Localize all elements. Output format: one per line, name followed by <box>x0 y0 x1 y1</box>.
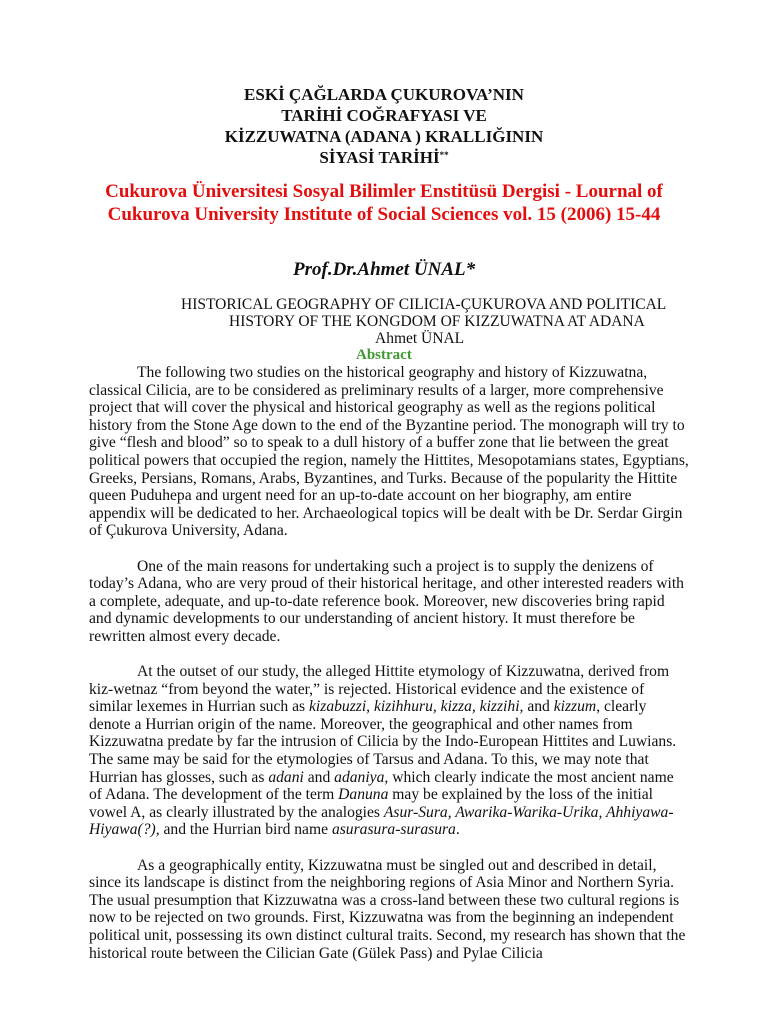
journal-citation-line-2: Cukurova University Institute of Social Sciences vol. 15 (2006) 15-44 <box>107 204 661 225</box>
turkish-title-line-4 <box>0 147 768 168</box>
paragraph-1: The following two studies on the historical geography and history of Kizzuwatna, classical Cilicia, are to be considered as preliminary results of a larger, more comprehensive project that will cover the physical and historical geography as well as the regions political history from the Stone Age down to the end of the Byzantine period. The monograph will try to give “flesh and blood” so to speak to a dull history of a buffer zone that lie between the great political powers that occupied the region, namely the Hittites, Mesopotamians states, Egyptians, Greeks, Persians, Romans, Arabs, Byzantines, and Turks. Because of the popularity the Hittite queen Puduhepa and urgent need for an up-to-date account on her biography, am entire appendix will be dedicated to her. Archaeological topics will be dealt with be Dr. Serdar Girgin of Çukurova University, Adana. <box>89 364 689 540</box>
p3-text-4: and <box>303 768 335 786</box>
english-title-author: Ahmet ÜNAL <box>375 330 465 347</box>
p3-italic-1: kizabuzzi, kizihhuru, kizza, kizzihi, <box>309 698 524 716</box>
turkish-title <box>0 84 768 168</box>
author-name: Prof.Dr.Ahmet ÜNAL* <box>293 259 476 280</box>
p3-text-1: At the outset of our study, the alleged Hittite etymology of Kizzuwatna, derived from kiz-wetnaz “from beyond the water,” is rejected. Historical evidence and the existence of similar lexemes in Hurrian such as <box>89 663 670 716</box>
paragraph-4: As a geographically entity, Kizzuwatna must be singled out and described in detail, since its landscape is distinct from the neighboring regions of Asia Minor and Northern Syria. The usual presumption that Kizzuwatna was a cross-land between these two cultural regions is now to be rejected on two grounds. First, Kizzuwatna was from the beginning an independent political unit, possessing its own distinct cultural traits. Second, my research has shown that the historical route between the Cilician Gate (Gülek Pass) and Pylae Cilicia <box>89 856 686 962</box>
turkish-title-line-4-text: SİYASİ TARİHİ <box>319 148 440 167</box>
journal-citation <box>40 180 728 226</box>
footnote-marker: ** <box>439 150 449 160</box>
abstract-body <box>89 364 689 980</box>
english-title-line-2: HISTORY OF THE KONGDOM OF KIZZUWATNA AT ADANA <box>229 313 645 330</box>
p3-italic-3: adani <box>268 768 304 786</box>
p3-text-8: . <box>455 821 460 839</box>
p3-text-3: , clearly denote a Hurrian origin of the name. Moreover, the geographical and other names from Kizzuwatna predate by far the intrusion of Cilicia by the Indo-European Hittites and Luwians. The same may be said for the etymologies of Tarsus and Adana. To this, we may note that Hurrian has glosses, such as <box>89 698 677 786</box>
paragraph-3 <box>89 663 689 839</box>
p3-italic-6: Asur-Sura, Awarika-Warika-Urika, Ahhiyawa-Hiyawa(?), <box>89 803 674 839</box>
p3-text-6: may be explained by the loss of the initial vowel A, as clearly illustrated by the analogies <box>89 786 653 821</box>
abstract-heading: Abstract <box>356 347 412 363</box>
p3-italic-5: Danuna <box>338 786 389 804</box>
p3-italic-4: adaniya <box>334 768 385 786</box>
p3-italic-7: asurasura-surasura <box>331 821 456 839</box>
p3-text-2: and <box>523 698 554 716</box>
p3-text-7: and the Hurrian bird name <box>159 821 332 839</box>
turkish-title-line-2: TARİHİ COĞRAFYASI VE <box>281 106 487 125</box>
paragraph-2: One of the main reasons for undertaking such a project is to supply the denizens of today’s Adana, who are very proud of their historical heritage, and other interested readers with a complete, adequate, and up-to-date reference book. Moreover, new discoveries bring rapid and dynamic developments to our understanding of ancient history. It must therefore be rewritten almost every decade. <box>89 557 684 645</box>
english-title-line-1: HISTORICAL GEOGRAPHY OF CILICIA-ÇUKUROVA AND POLITICAL <box>181 296 667 313</box>
journal-citation-line-1: Cukurova Üniversitesi Sosyal Bilimler Enstitüsü Dergisi - Lournal of <box>105 181 663 202</box>
turkish-title-line-3: KİZZUWATNA (ADANA ) KRALLIĞININ <box>224 127 544 146</box>
english-title <box>0 296 768 347</box>
p3-italic-2: kizzum <box>553 698 597 716</box>
p3-text-5: , which clearly indicate the most ancient name of Adana. The development of the term <box>89 768 674 804</box>
turkish-title-line-1: ESKİ ÇAĞLARDA ÇUKUROVA’NIN <box>244 85 524 104</box>
